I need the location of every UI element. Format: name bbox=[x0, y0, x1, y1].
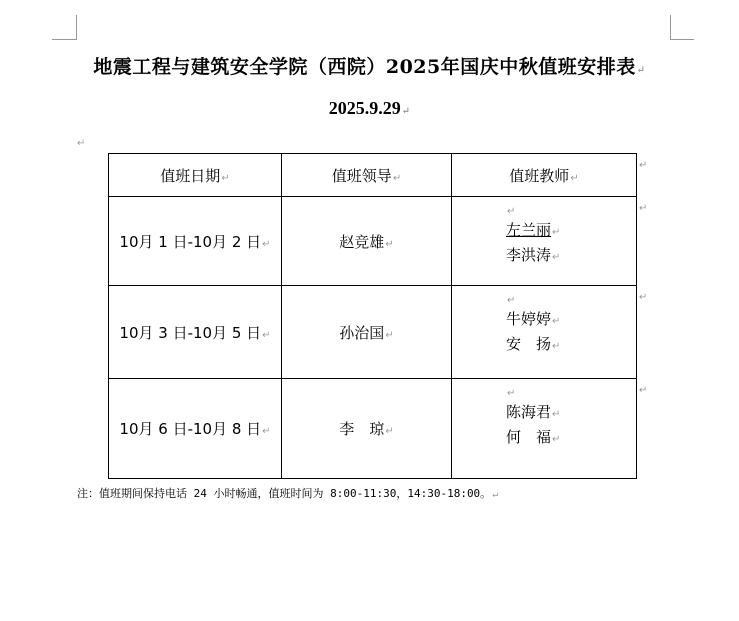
footnote: 注：值班期间保持电话 24 小时畅通，值班时间为 8:00-11:30，14:30-18:00。↵ bbox=[77, 487, 499, 500]
paragraph-mark: ↵ bbox=[401, 106, 411, 117]
row-end-mark: ↵ bbox=[639, 385, 648, 396]
duty-schedule-table bbox=[108, 153, 637, 479]
teacher-name: 陈海君↵ bbox=[506, 403, 561, 421]
row-end-mark: ↵ bbox=[639, 292, 648, 303]
page-corner-mark-top-left-h bbox=[52, 39, 76, 40]
duty-date-cell: 10月 3 日-10月 5 日↵ bbox=[109, 286, 282, 379]
duty-date-cell: 10月 6 日-10月 8 日↵ bbox=[109, 379, 282, 479]
row-end-mark: ↵ bbox=[639, 203, 648, 214]
table-row bbox=[109, 379, 637, 479]
duty-leader-cell: 孙治国↵ bbox=[282, 286, 452, 379]
footnote-text: 注：值班期间保持电话 24 小时畅通，值班时间为 8:00-11:30，14:30-18:00。 bbox=[77, 487, 492, 500]
document-date-text: 2025.9.29 bbox=[328, 98, 401, 118]
duty-teacher-cell: ↵ 左兰丽↵ 李洪涛↵ bbox=[452, 197, 637, 286]
teacher-name: 李洪涛↵ bbox=[506, 246, 561, 264]
duty-leader-cell: 李 琼↵ bbox=[282, 379, 452, 479]
duty-date-cell: 10月 1 日-10月 2 日↵ bbox=[109, 197, 282, 286]
table-row bbox=[109, 286, 637, 379]
header-duty-teacher: 值班教师↵ bbox=[452, 154, 637, 197]
page-corner-mark-top-left-v bbox=[76, 15, 77, 40]
teacher-name: 安 扬↵ bbox=[506, 335, 561, 353]
teacher-name: 何 福↵ bbox=[506, 428, 561, 446]
document-date bbox=[0, 98, 739, 119]
page-corner-mark-top-right-v bbox=[670, 15, 671, 40]
header-duty-leader: 值班领导↵ bbox=[282, 154, 452, 197]
teacher-name: 左兰丽↵ bbox=[506, 221, 561, 239]
empty-paragraph-mark: ↵ bbox=[77, 138, 86, 149]
row-end-mark: ↵ bbox=[639, 160, 648, 171]
duty-teacher-cell: ↵ 陈海君↵ 何 福↵ bbox=[452, 379, 637, 479]
teacher-name: 牛婷婷↵ bbox=[506, 310, 561, 328]
table-row bbox=[109, 197, 637, 286]
duty-teacher-cell: ↵ 牛婷婷↵ 安 扬↵ bbox=[452, 286, 637, 379]
table-header-row bbox=[109, 154, 637, 197]
duty-leader-cell: 赵竞雄↵ bbox=[282, 197, 452, 286]
document-title bbox=[0, 52, 739, 79]
document-title-text: 地震工程与建筑安全学院（西院）2025年国庆中秋值班安排表 bbox=[93, 56, 636, 78]
header-duty-date: 值班日期↵ bbox=[109, 154, 282, 197]
paragraph-mark: ↵ bbox=[636, 65, 646, 76]
page-corner-mark-top-right-h bbox=[670, 39, 694, 40]
